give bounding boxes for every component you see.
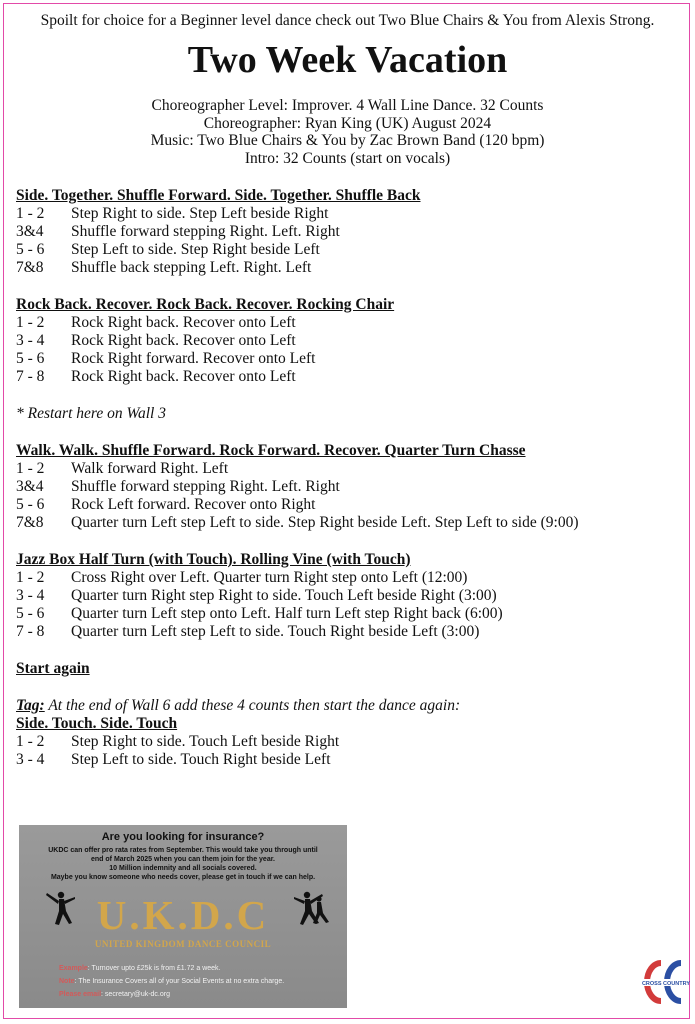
step-row [16,733,676,751]
step-description: Step Right to side. Touch Left beside Right [71,733,340,750]
info-music: Music: Two Blue Chairs & You by Zac Brown Band (120 bpm) [150,132,545,149]
step-description: Step Right to side. Step Left beside Right [71,205,329,222]
ad-body-line: Maybe you know someone who needs cover, please get in touch if we can help. [50,874,316,881]
step-description: Quarter turn Right step Right to side. Touch Left beside Right (3:00) [71,587,497,604]
step-sheet [16,187,676,769]
step-row [16,460,676,478]
restart-note: * Restart here on Wall 3 [16,405,166,422]
tag-heading: Side. Touch. Side. Touch [16,715,178,732]
step-count: 1 - 2 [16,569,45,586]
step-count: 5 - 6 [16,350,45,367]
step-row [16,478,676,496]
info-choreographer: Choreographer: Ryan King (UK) August 2024 [203,114,492,132]
section-heading: Side. Together. Shuffle Forward. Side. Together. Shuffle Back [16,187,421,204]
step-row [16,223,676,241]
ad-body-line: UKDC can offer pro rata rates from September. This would take you through until [48,847,318,854]
ad-line-key: Note [59,978,75,985]
ad-line-text: : The Insurance Covers all of your Social Events at no extra charge. [74,978,285,985]
info-intro: Intro: 32 Counts (start on vocals) [244,149,451,167]
step-description: Quarter turn Left step Left to side. Step Right beside Left. Step Left to side (9:00) [71,514,579,531]
step-count: 7 - 8 [16,623,45,640]
tag-instruction [16,697,676,715]
ad-body [25,846,341,882]
step-row [16,587,676,605]
step-count: 1 - 2 [16,460,45,477]
ad-line-text: : Turnover upto £25k is from £1.72 a week. [87,965,221,972]
step-description: Shuffle forward stepping Right. Left. Right [71,223,340,240]
cross-country-logo-icon [641,957,691,1007]
ad-body-line: end of March 2025 when you can them join for the year. [91,856,275,863]
ad-line-key: Example [59,965,88,972]
step-row [16,241,676,259]
step-description: Shuffle back stepping Left. Right. Left [71,259,312,276]
step-description: Rock Left forward. Recover onto Right [71,496,316,513]
step-row [16,496,676,514]
step-description: Cross Right over Left. Quarter turn Right step onto Left (12:00) [71,569,468,586]
section-heading: Rock Back. Recover. Rock Back. Recover. Rocking Chair [16,296,395,313]
info-level: Choreographer Level: Improver. 4 Wall Line Dance. 32 Counts [151,97,544,114]
step-row [16,314,676,332]
cross-country-logo-text: CROSS COUNTRY [641,981,691,987]
ad-email-line [59,991,170,998]
ad-body-line: 10 Million indemnity and all socials covered. [109,865,257,872]
insurance-advert [19,825,347,1008]
ad-title: Are you looking for insurance? [101,831,265,843]
step-row [16,751,676,769]
step-count: 3&4 [16,478,44,495]
start-again: Start again [16,660,90,677]
ad-line-key: Please email [59,991,102,998]
step-description: Rock Right back. Recover onto Left [71,332,296,349]
step-row [16,569,676,587]
ad-example-line [59,965,220,972]
step-count: 5 - 6 [16,496,45,513]
step-row [16,368,676,386]
step-count: 1 - 2 [16,733,45,750]
step-row [16,259,676,277]
intro-text: Spoilt for choice for a Beginner level dance check out Two Blue Chairs & You from Alexis Strong. [40,12,655,29]
dance-title: Two Week Vacation [187,39,508,81]
step-row [16,623,676,641]
step-description: Step Left to side. Step Right beside Left [71,241,320,258]
ukdc-logo: U.K.D.C [96,892,270,938]
step-count: 3 - 4 [16,332,45,349]
step-row [16,514,676,532]
step-count: 3 - 4 [16,587,45,604]
section-heading: Walk. Walk. Shuffle Forward. Rock Forward. Recover. Quarter Turn Chasse [16,442,526,459]
step-count: 5 - 6 [16,241,45,258]
step-row [16,605,676,623]
tag-text: At the end of Wall 6 add these 4 counts then start the dance again: [44,697,461,714]
step-row [16,205,676,223]
step-description: Quarter turn Left step onto Left. Half turn Left step Right back (6:00) [71,605,503,622]
step-description: Walk forward Right. Left [71,460,229,477]
step-description: Rock Right back. Recover onto Left [71,368,296,385]
ad-note-line [59,978,284,985]
step-count: 1 - 2 [16,205,45,222]
step-description: Step Left to side. Touch Right beside Left [71,751,331,768]
step-row [16,332,676,350]
tag-label: Tag: [16,697,45,714]
step-row [16,350,676,368]
step-description: Rock Right forward. Recover onto Left [71,350,316,367]
ukdc-council-name: UNITED KINGDOM DANCE COUNCIL [94,939,272,949]
dance-info [0,97,695,167]
step-count: 7&8 [16,259,44,276]
step-description: Quarter turn Left step Left to side. Touch Right beside Left (3:00) [71,623,480,640]
step-count: 3 - 4 [16,751,45,768]
step-count: 5 - 6 [16,605,45,622]
step-count: 7 - 8 [16,368,45,385]
section-heading: Jazz Box Half Turn (with Touch). Rolling Vine (with Touch) [16,551,411,568]
step-count: 7&8 [16,514,44,531]
step-description: Rock Right back. Recover onto Left [71,314,296,331]
step-count: 3&4 [16,223,44,240]
step-count: 1 - 2 [16,314,45,331]
ad-line-text: : secretary@uk-dc.org [101,991,170,998]
step-description: Shuffle forward stepping Right. Left. Right [71,478,340,495]
